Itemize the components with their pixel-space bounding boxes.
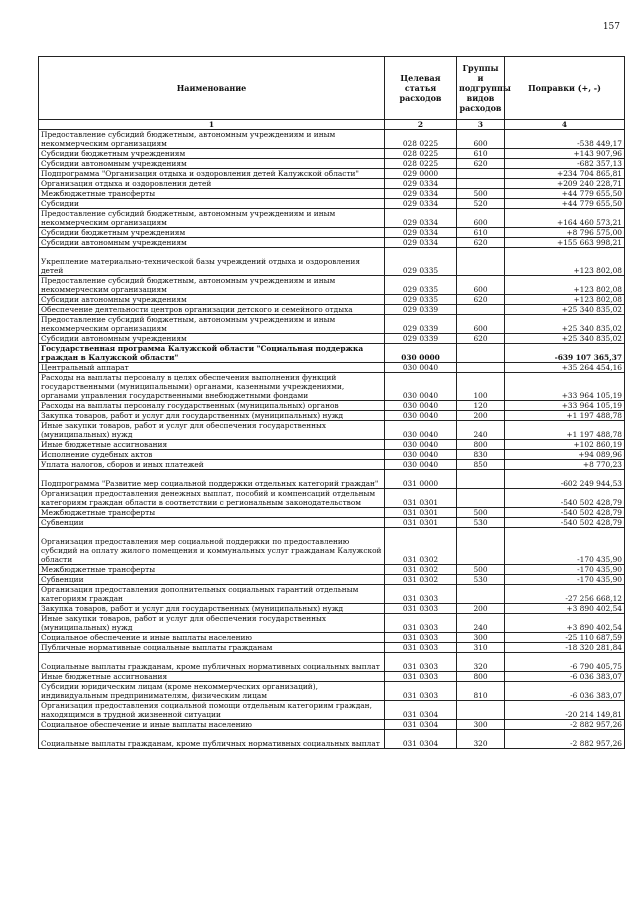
table-row [39,199,625,209]
table-row [39,344,625,363]
table-row [39,470,625,489]
row-amount: -170 435,90 [505,575,625,585]
column-number: 1 [39,120,385,130]
row-expense-type: 620 [457,238,505,248]
row-target-code: 031 0302 [385,575,457,585]
table-row [39,518,625,528]
page-number: 157 [602,22,620,32]
table-row [39,228,625,238]
row-target-code: 031 0301 [385,518,457,528]
row-name: Укрепление материально-технической базы учреждений отдыха и оздоровления детей [39,248,385,276]
table-row [39,460,625,470]
row-expense-type [457,585,505,604]
row-target-code: 029 0339 [385,305,457,315]
row-target-code: 028 0225 [385,149,457,159]
row-amount: +123 802,08 [505,276,625,295]
row-expense-type: 530 [457,518,505,528]
row-name: Субсидии бюджетным учреждениям [39,228,385,238]
row-name: Субвенции [39,575,385,585]
row-name: Социальные выплаты гражданам, кроме публичных нормативных социальных выплат [39,730,385,749]
row-amount: -639 107 365,37 [505,344,625,363]
table-row [39,450,625,460]
row-amount: +123 802,08 [505,248,625,276]
table-row [39,276,625,295]
row-target-code: 031 0301 [385,508,457,518]
row-name: Иные закупки товаров, работ и услуг для обеспечения государственных (муниципальных) нужд [39,614,385,633]
row-expense-type: 520 [457,199,505,209]
table-row [39,508,625,518]
row-name: Организация предоставления денежных выплат, пособий и компенсаций отдельным категориям граждан области в соответствии с региональным законодательством [39,489,385,508]
row-name: Расходы на выплаты персоналу в целях обеспечения выполнения функций государственными (муниципальными) органами, казенными учреждениями, органами управления государственными внебюджетными фондами [39,373,385,401]
row-target-code: 029 0335 [385,295,457,305]
row-expense-type [457,305,505,315]
row-expense-type: 240 [457,421,505,440]
row-amount: +44 779 655,50 [505,199,625,209]
row-amount: -538 449,17 [505,130,625,149]
table-row [39,248,625,276]
row-name: Подпрограмма "Организация отдыха и оздоровления детей Калужской области" [39,169,385,179]
row-expense-type: 620 [457,295,505,305]
row-expense-type [457,179,505,189]
row-name: Исполнение судебных актов [39,450,385,460]
row-expense-type [457,248,505,276]
row-name: Субсидии юридическим лицам (кроме некоммерческих организаций), индивидуальным предпринимателям, физическим лицам [39,682,385,701]
row-name: Социальное обеспечение и иные выплаты населению [39,633,385,643]
row-expense-type: 320 [457,653,505,672]
row-target-code: 031 0303 [385,633,457,643]
row-amount: +35 264 454,16 [505,363,625,373]
row-amount: +123 802,08 [505,295,625,305]
table-row [39,334,625,344]
row-name: Субсидии автономным учреждениям [39,334,385,344]
row-target-code: 030 0040 [385,450,457,460]
row-name: Расходы на выплаты персоналу государственных (муниципальных) органов [39,401,385,411]
table-row [39,363,625,373]
row-expense-type [457,344,505,363]
row-amount: -602 249 944,53 [505,470,625,489]
row-expense-type: 810 [457,682,505,701]
row-target-code: 031 0303 [385,672,457,682]
row-expense-type [457,363,505,373]
row-amount: +3 890 402,54 [505,604,625,614]
row-name: Центральный аппарат [39,363,385,373]
row-amount: -6 036 383,07 [505,672,625,682]
row-target-code: 029 0339 [385,334,457,344]
row-target-code: 031 0301 [385,489,457,508]
row-target-code: 030 0040 [385,460,457,470]
row-name: Организация предоставления социальной помощи отдельным категориям граждан, находящимся в трудной жизненной ситуации [39,701,385,720]
row-amount: -682 357,13 [505,159,625,169]
row-name: Организация предоставления дополнительных социальных гарантий отдельным категориям граждан [39,585,385,604]
table-row [39,682,625,701]
row-name: Предоставление субсидий бюджетным, автономным учреждениям и иным некоммерческим организациям [39,209,385,228]
row-target-code: 031 0303 [385,653,457,672]
table-row [39,672,625,682]
row-target-code: 030 0040 [385,440,457,450]
row-amount: +25 340 835,02 [505,305,625,315]
row-expense-type: 600 [457,130,505,149]
row-name: Подпрограмма "Развитие мер социальной поддержки отдельных категорий граждан" [39,470,385,489]
row-amount: -20 214 149,81 [505,701,625,720]
row-name: Закупка товаров, работ и услуг для государственных (муниципальных) нужд [39,411,385,421]
row-amount: -540 502 428,79 [505,508,625,518]
row-target-code: 031 0304 [385,730,457,749]
row-expense-type: 610 [457,228,505,238]
row-name: Субвенции [39,518,385,528]
table-row [39,209,625,228]
row-amount: +3 890 402,54 [505,614,625,633]
row-target-code: 030 0040 [385,411,457,421]
row-amount: -170 435,90 [505,528,625,565]
header-name: Наименование [39,57,385,120]
row-amount: +209 240 228,71 [505,179,625,189]
row-target-code: 029 0334 [385,238,457,248]
row-expense-type: 530 [457,575,505,585]
row-name: Социальное обеспечение и иные выплаты населению [39,720,385,730]
table-row [39,130,625,149]
table-row [39,179,625,189]
row-target-code: 031 0302 [385,528,457,565]
row-name: Межбюджетные трансферты [39,189,385,199]
row-target-code: 029 0334 [385,179,457,189]
row-name: Предоставление субсидий бюджетным, автономным учреждениям и иным некоммерческим организациям [39,130,385,149]
table-row [39,585,625,604]
row-expense-type: 620 [457,334,505,344]
table-row [39,305,625,315]
table-row [39,159,625,169]
row-expense-type: 500 [457,565,505,575]
table-row [39,373,625,401]
row-amount: +164 460 573,21 [505,209,625,228]
row-name: Межбюджетные трансферты [39,565,385,575]
row-name: Государственная программа Калужской области "Социальная поддержка граждан в Калужской области" [39,344,385,363]
row-target-code: 031 0304 [385,701,457,720]
row-amount: +8 770,23 [505,460,625,470]
row-expense-type: 600 [457,276,505,295]
table-row [39,411,625,421]
table-row [39,489,625,508]
row-expense-type: 200 [457,604,505,614]
row-target-code: 029 0334 [385,199,457,209]
row-name: Публичные нормативные социальные выплаты гражданам [39,643,385,653]
row-expense-type: 500 [457,189,505,199]
row-target-code: 029 0335 [385,276,457,295]
table-row [39,730,625,749]
table-row [39,653,625,672]
header-target-article: Целевая статья расходов [385,57,457,120]
row-target-code: 031 0303 [385,604,457,614]
table-row [39,189,625,199]
row-target-code: 029 0335 [385,248,457,276]
row-target-code: 031 0303 [385,585,457,604]
row-target-code: 030 0040 [385,363,457,373]
column-number: 3 [457,120,505,130]
row-amount: +33 964 105,19 [505,373,625,401]
row-name: Субсидии [39,199,385,209]
row-amount: -27 256 668,12 [505,585,625,604]
row-expense-type: 500 [457,508,505,518]
row-expense-type: 300 [457,633,505,643]
table-row [39,421,625,440]
row-amount: -2 882 957,26 [505,720,625,730]
row-name: Предоставление субсидий бюджетным, автономным учреждениям и иным некоммерческим организациям [39,315,385,334]
row-expense-type: 600 [457,209,505,228]
row-amount: +155 663 998,21 [505,238,625,248]
row-name: Субсидии автономным учреждениям [39,238,385,248]
row-target-code: 031 0000 [385,470,457,489]
row-expense-type [457,701,505,720]
row-amount: -6 790 405,75 [505,653,625,672]
row-target-code: 031 0302 [385,565,457,575]
column-number: 4 [505,120,625,130]
row-expense-type: 240 [457,614,505,633]
row-amount: +33 964 105,19 [505,401,625,411]
row-amount: -170 435,90 [505,565,625,575]
row-expense-type: 200 [457,411,505,421]
row-target-code: 030 0000 [385,344,457,363]
row-expense-type: 620 [457,159,505,169]
row-amount: -540 502 428,79 [505,489,625,508]
row-name: Межбюджетные трансферты [39,508,385,518]
row-amount: -18 320 281,84 [505,643,625,653]
row-name: Обеспечение деятельности центров организации детского и семейного отдыха [39,305,385,315]
row-amount: +102 860,19 [505,440,625,450]
row-target-code: 031 0303 [385,682,457,701]
row-target-code: 030 0040 [385,373,457,401]
row-expense-type [457,169,505,179]
row-expense-type: 300 [457,720,505,730]
row-target-code: 028 0225 [385,159,457,169]
table-row [39,720,625,730]
table-row [39,440,625,450]
row-target-code: 030 0040 [385,401,457,411]
row-expense-type [457,528,505,565]
row-amount: +25 340 835,02 [505,334,625,344]
row-amount: +234 704 865,81 [505,169,625,179]
table-row [39,633,625,643]
row-name: Иные бюджетные ассигнования [39,672,385,682]
row-target-code: 029 0339 [385,315,457,334]
row-amount: +143 907,96 [505,149,625,159]
row-name: Иные бюджетные ассигнования [39,440,385,450]
row-name: Закупка товаров, работ и услуг для государственных (муниципальных) нужд [39,604,385,614]
row-target-code: 028 0225 [385,130,457,149]
table-row [39,238,625,248]
table-row [39,295,625,305]
row-target-code: 029 0334 [385,189,457,199]
column-number: 2 [385,120,457,130]
table-row [39,604,625,614]
row-name: Социальные выплаты гражданам, кроме публичных нормативных социальных выплат [39,653,385,672]
row-amount: +8 796 575,00 [505,228,625,238]
row-expense-type: 100 [457,373,505,401]
row-name: Субсидии автономным учреждениям [39,159,385,169]
row-expense-type: 320 [457,730,505,749]
row-expense-type [457,470,505,489]
table-row [39,315,625,334]
row-target-code: 029 0334 [385,209,457,228]
row-name: Субсидии автономным учреждениям [39,295,385,305]
column-number-row [39,120,625,130]
row-target-code: 029 0000 [385,169,457,179]
row-amount: +44 779 655,50 [505,189,625,199]
row-expense-type: 120 [457,401,505,411]
row-expense-type [457,489,505,508]
row-amount: -540 502 428,79 [505,518,625,528]
table-row [39,643,625,653]
row-expense-type: 610 [457,149,505,159]
row-expense-type: 830 [457,450,505,460]
row-target-code: 029 0334 [385,228,457,238]
row-expense-type: 800 [457,672,505,682]
row-target-code: 031 0303 [385,614,457,633]
table-row [39,614,625,633]
row-amount: -2 882 957,26 [505,730,625,749]
table-row [39,701,625,720]
row-target-code: 030 0040 [385,421,457,440]
row-name: Организация предоставления мер социальной поддержки по предоставлению субсидий на оплату жилого помещения и коммунальных услуг гражданам Калужской области [39,528,385,565]
row-name: Иные закупки товаров, работ и услуг для обеспечения государственных (муниципальных) нужд [39,421,385,440]
row-expense-type: 600 [457,315,505,334]
header-expense-groups: Группы и подгруппы видов расходов [457,57,505,120]
table-row [39,528,625,565]
row-expense-type: 310 [457,643,505,653]
row-expense-type: 850 [457,460,505,470]
row-name: Субсидии бюджетным учреждениям [39,149,385,159]
row-amount: -6 036 383,07 [505,682,625,701]
row-name: Предоставление субсидий бюджетным, автономным учреждениям и иным некоммерческим организациям [39,276,385,295]
table-row [39,401,625,411]
row-amount: +1 197 488,78 [505,421,625,440]
row-amount: +94 089,96 [505,450,625,460]
table-row [39,169,625,179]
row-amount: +25 340 835,02 [505,315,625,334]
row-target-code: 031 0304 [385,720,457,730]
table-row [39,575,625,585]
row-amount: +1 197 488,78 [505,411,625,421]
row-name: Уплата налогов, сборов и иных платежей [39,460,385,470]
row-expense-type: 800 [457,440,505,450]
table-row [39,565,625,575]
row-name: Организация отдыха и оздоровления детей [39,179,385,189]
header-row [39,57,625,120]
row-target-code: 031 0303 [385,643,457,653]
budget-amendments-table [38,56,625,749]
table-body [39,130,625,749]
row-amount: -25 110 687,59 [505,633,625,643]
header-amendments: Поправки (+, -) [505,57,625,120]
table-row [39,149,625,159]
